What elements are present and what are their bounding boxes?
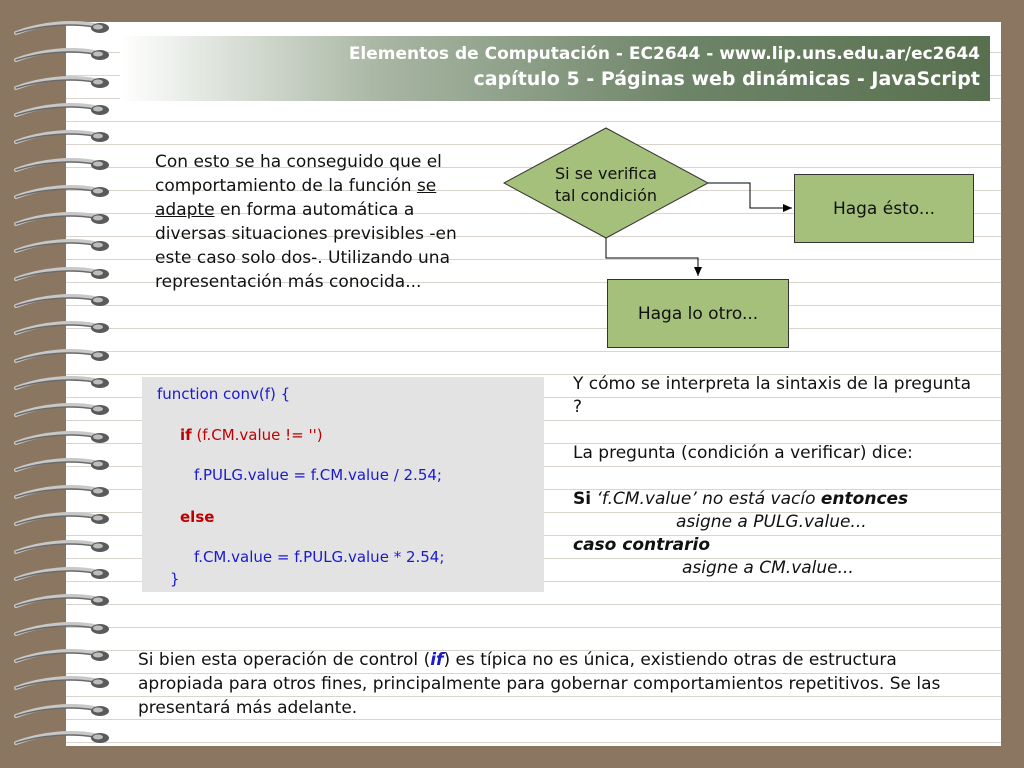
bottom-paragraph (138, 648, 978, 720)
else-action: asigne a CM.value... (682, 558, 854, 578)
code-line-else-body: f.CM.value = f.PULG.value * 2.54; (194, 548, 445, 566)
code-line-close: } (170, 570, 180, 588)
decision-diamond (504, 128, 708, 238)
explanation (573, 373, 978, 580)
question-1: Y cómo se interpreta la sintaxis de la pregunta ? (573, 374, 972, 417)
code-line-then: f.PULG.value = f.CM.value / 2.54; (194, 466, 442, 484)
yes-connector (708, 183, 792, 208)
bottom-text-1: Si bien esta operación de control ( (138, 650, 431, 670)
intro-text-1: Con esto se ha conseguido que el comportamiento de la función (155, 152, 442, 196)
entonces-word: entonces (820, 489, 909, 509)
keyword-else: else (180, 508, 215, 526)
then-action: asigne a PULG.value... (676, 512, 867, 532)
caso-contrario: caso contrario (573, 535, 710, 555)
question-2: La pregunta (condición a verificar) dice: (573, 443, 913, 463)
si-word: Si (573, 489, 592, 509)
if-keyword: if (430, 650, 444, 670)
course-title: Elementos de Computación - EC2644 - www.lip.uns.edu.ar/ec2644 (348, 44, 980, 64)
condition-text: ‘f.CM.value’ no está vacío (591, 489, 821, 509)
code-line-function: function conv(f) { (157, 385, 291, 403)
decision-label-2: tal condición (554, 186, 658, 205)
code-line-else (180, 508, 214, 526)
then-box-label: Haga ésto... (832, 198, 936, 219)
keyword-if: if (180, 426, 192, 444)
else-box (607, 279, 789, 348)
intro-text-2: en forma automática a diversas situaciones previsibles -en este caso solo dos-. Utilizando una representación más conocida... (155, 200, 457, 292)
no-connector (606, 238, 698, 276)
code-line-if (180, 426, 323, 444)
then-box (794, 174, 974, 243)
intro-underlined: se adapte (155, 176, 437, 220)
bottom-text-2: ) es típica no es única, existiendo otras de estructura apropiada para otros fines, principalmente para gobernar comportamientos repetitivos. Se las presentará más adelante. (138, 650, 941, 718)
if-condition: (f.CM.value != '') (191, 426, 323, 444)
chapter-title: capítulo 5 - Páginas web dinámicas - JavaScript (473, 68, 980, 90)
code-block (142, 377, 544, 592)
else-box-label: Haga lo otro... (637, 303, 759, 324)
decision-label-1: Si se verifica (555, 164, 657, 183)
condition-line (573, 488, 978, 511)
